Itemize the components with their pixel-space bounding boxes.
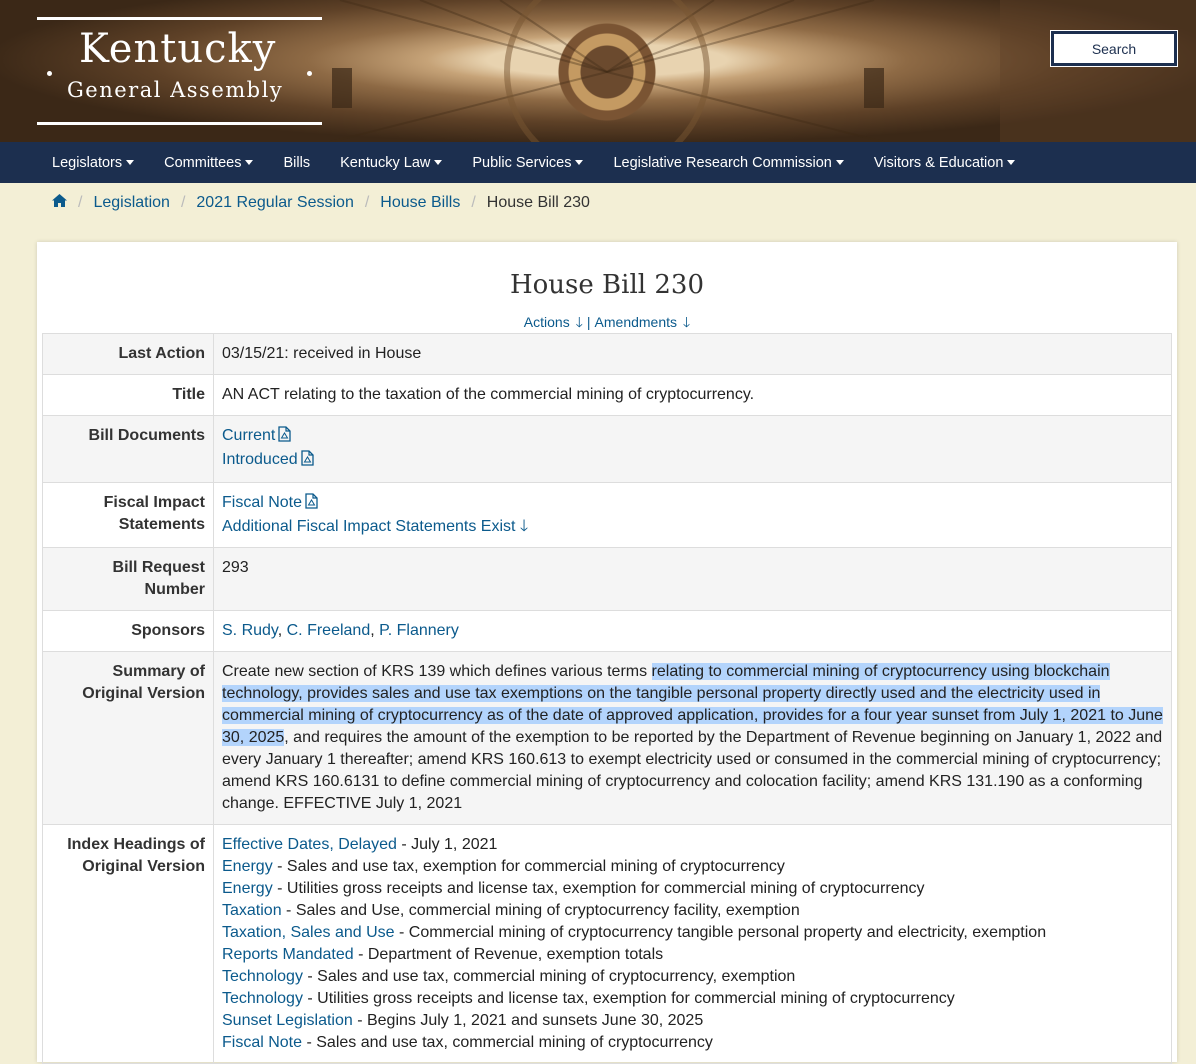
caret-down-icon: [575, 160, 583, 165]
table-row: [43, 652, 1172, 825]
title-value: AN ACT relating to the taxation of the commercial mining of cryptocurrency.: [214, 375, 1172, 416]
nav-label: Visitors & Education: [873, 154, 1004, 171]
caret-down-icon: [126, 160, 134, 165]
logo-title: Kentucky: [79, 26, 277, 72]
list-item: [222, 966, 1163, 988]
fiscal-label-line2: Statements: [118, 516, 205, 533]
caret-down-icon: [836, 160, 844, 165]
index-headings-value: [214, 825, 1172, 1064]
nav-label: Legislative Research Commission: [613, 154, 832, 171]
breadcrumb-current: House Bill 230: [486, 194, 590, 211]
site-header: [0, 0, 1196, 142]
list-item: [222, 900, 1163, 922]
main-nav: [0, 142, 1196, 183]
fiscal-impact-value: [214, 483, 1172, 548]
logo-dot: [47, 71, 52, 76]
nav-label: Bills: [283, 154, 311, 171]
index-heading-link[interactable]: Technology: [222, 990, 303, 1007]
fiscal-impact-label: [43, 483, 214, 548]
index-heading-text: - Sales and use tax, commercial mining of cryptocurrency: [302, 1034, 713, 1051]
caret-down-icon: [1007, 160, 1015, 165]
arrow-down-icon: 🡓: [519, 518, 529, 535]
last-action-label: Last Action: [43, 334, 214, 375]
search-button[interactable]: Search: [1051, 31, 1177, 66]
nav-legislators[interactable]: [37, 142, 149, 183]
list-item: [222, 834, 1163, 856]
bill-request-label: [43, 548, 214, 611]
nav-label: Committees: [164, 154, 242, 171]
table-row: [43, 548, 1172, 611]
site-logo[interactable]: [37, 17, 322, 125]
breadcrumb-separator: /: [78, 194, 83, 211]
index-heading-text: - Commercial mining of cryptocurrency tangible personal property and electricity, exemption: [394, 924, 1047, 941]
nav-lrc[interactable]: [598, 142, 858, 183]
index-heading-link[interactable]: Fiscal Note: [222, 1034, 303, 1051]
nav-visitors-education[interactable]: [859, 142, 1031, 183]
nav-kentucky-law[interactable]: [325, 142, 457, 183]
bill-documents-value: [214, 416, 1172, 483]
page-title: House Bill 230: [509, 270, 704, 300]
nav-label: Kentucky Law: [340, 154, 431, 171]
index-heading-text: - Sales and Use, commercial mining of cryptocurrency facility, exemption: [281, 902, 800, 919]
nav-committees[interactable]: [149, 142, 268, 183]
sponsors-value: S. Rudy, C. Freeland, P. Flannery: [214, 611, 1172, 652]
amendments-link-label: Amendments: [594, 314, 678, 330]
summary-label-line1: Summary of: [112, 663, 205, 680]
bill-card: [37, 242, 1177, 1062]
bill-request-value: 293: [214, 548, 1172, 611]
introduced-document-label: Introduced: [222, 451, 298, 468]
bill-documents-label: Bill Documents: [43, 416, 214, 483]
summary-label-line2: Original Version: [82, 685, 205, 702]
table-row: [43, 375, 1172, 416]
summary-selected-text: relating to commercial mining of cryptocurrency using blockchain technology, provides sales and use tax exemptions on the tangible personal property directly used and the electricity used in commercial mining of cryptocurrency as of the date of approved application, provides for a four year sunset from July 1, 2021 to June 30, 2025: [222, 663, 1163, 746]
sponsors-label: Sponsors: [43, 611, 214, 652]
pdf-icon: [305, 493, 318, 516]
breadcrumb: [0, 183, 1196, 223]
nav-label: Legislators: [52, 154, 123, 171]
fiscal-note-link[interactable]: [222, 494, 318, 511]
sponsor-link[interactable]: C. Freeland: [286, 622, 371, 639]
sponsor-link[interactable]: P. Flannery: [379, 622, 459, 639]
list-item: [222, 944, 1163, 966]
nav-bills[interactable]: [268, 142, 325, 183]
summary-text: , and requires the amount of the exemption to be reported by the Department of Revenue beginning on January 1, 2022 and every January 1 thereafter; amend KRS 160.613 to exempt electricity used or consumed in the commercial mining of cryptocurrency; amend KRS 160.6131 to define commercial mining of cryptocurrency and colocation facility; amend KRS 131.190 as a conforming change. EFFECTIVE July 1, 2021: [222, 729, 1163, 812]
summary-text: Create new section of KRS 139 which defines various terms: [222, 663, 652, 680]
table-row: [43, 611, 1172, 652]
last-action-value: 03/15/21: received in House: [214, 334, 1172, 375]
sponsor-link[interactable]: S. Rudy: [222, 622, 278, 639]
list-item: [222, 988, 1163, 1010]
index-heading-text: - Sales and use tax, exemption for commercial mining of cryptocurrency: [272, 858, 785, 875]
caret-down-icon: [245, 160, 253, 165]
fiscal-note-label: Fiscal Note: [222, 494, 303, 511]
table-row: [43, 825, 1172, 1064]
br-label-line2: Number: [144, 581, 205, 598]
current-document-link[interactable]: [222, 427, 291, 444]
index-heading-text: - Utilities gross receipts and license tax, exemption for commercial mining of cryptocurrency: [302, 990, 955, 1007]
br-label-line1: Bill Request: [112, 559, 205, 576]
breadcrumb-separator: /: [471, 194, 476, 211]
index-heading-text: - Department of Revenue, exemption totals: [353, 946, 664, 963]
index-heading-text: - Begins July 1, 2021 and sunsets June 30, 2025: [352, 1012, 704, 1029]
logo-dot: [307, 71, 312, 76]
current-document-label: Current: [222, 427, 276, 444]
home-icon[interactable]: [52, 194, 67, 212]
index-heading-link[interactable]: Energy: [222, 880, 273, 897]
pdf-icon: [301, 450, 314, 473]
subnav-divider: |: [586, 314, 591, 330]
index-headings-label: [43, 825, 214, 1064]
arrow-down-icon: 🡓: [682, 314, 691, 330]
breadcrumb-legislation[interactable]: Legislation: [93, 194, 170, 211]
actions-link-label: Actions: [523, 314, 570, 330]
caret-down-icon: [434, 160, 442, 165]
index-heading-text: - Sales and use tax, commercial mining of cryptocurrency, exemption: [302, 968, 796, 985]
additional-fiscal-link[interactable]: [222, 518, 528, 535]
index-heading-link[interactable]: Technology: [222, 968, 303, 985]
list-item: [222, 1032, 1163, 1054]
index-heading-link[interactable]: Energy: [222, 858, 273, 875]
index-label-line1: Index Headings of: [67, 836, 205, 853]
additional-fiscal-label: Additional Fiscal Impact Statements Exist: [222, 518, 516, 535]
table-row: [43, 483, 1172, 548]
breadcrumb-house-bills[interactable]: House Bills: [380, 194, 461, 211]
breadcrumb-separator: /: [364, 194, 370, 211]
table-row: [43, 334, 1172, 375]
breadcrumb-session[interactable]: 2021 Regular Session: [196, 194, 354, 211]
actions-link[interactable]: [524, 314, 583, 330]
nav-public-services[interactable]: [457, 142, 598, 183]
list-item: [222, 878, 1163, 900]
index-heading-link[interactable]: Taxation, Sales and Use: [222, 924, 395, 941]
index-label-line2: Original Version: [82, 858, 205, 875]
list-item: [222, 1010, 1163, 1032]
pdf-icon: [278, 426, 291, 449]
index-heading-text: - July 1, 2021: [396, 836, 498, 853]
summary-value: [214, 652, 1172, 825]
index-heading-link[interactable]: Effective Dates, Delayed: [222, 836, 397, 853]
breadcrumb-separator: /: [180, 194, 186, 211]
fiscal-label-line1: Fiscal Impact: [103, 494, 205, 511]
index-heading-link[interactable]: Reports Mandated: [222, 946, 354, 963]
table-row: [43, 416, 1172, 483]
title-label: Title: [43, 375, 214, 416]
index-heading-link[interactable]: Sunset Legislation: [222, 1012, 353, 1029]
arrow-down-icon: 🡓: [575, 314, 583, 330]
index-heading-text: - Utilities gross receipts and license tax, exemption for commercial mining of cryptocurrency: [272, 880, 925, 897]
list-item: [222, 856, 1163, 878]
amendments-link[interactable]: [595, 314, 691, 330]
introduced-document-link[interactable]: [222, 451, 314, 468]
bill-details-table: [42, 333, 1172, 1064]
index-heading-link[interactable]: Taxation: [222, 902, 282, 919]
logo-subtitle: General Assembly: [67, 78, 284, 102]
nav-label: Public Services: [472, 154, 572, 171]
summary-label: [43, 652, 214, 825]
list-item: [222, 922, 1163, 944]
